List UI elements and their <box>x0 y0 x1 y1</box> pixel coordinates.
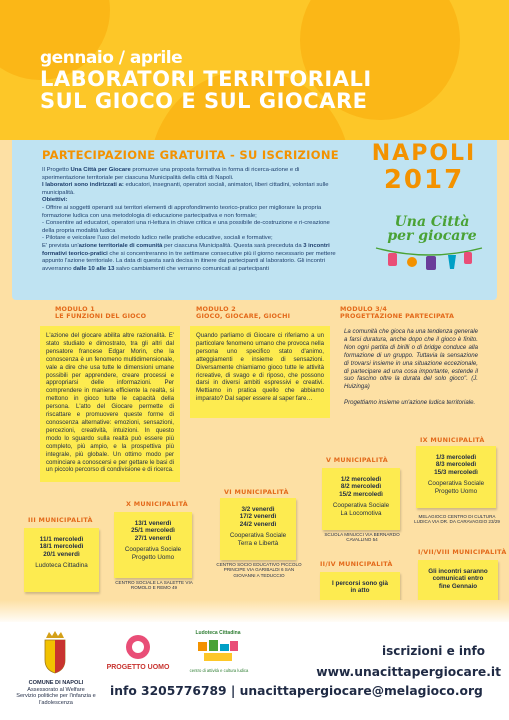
date-item: 8/2 mercoledì <box>340 483 382 491</box>
servizio: Servizio politiche per l'infanzia e l'adolescenza <box>16 693 96 706</box>
municipality-heading: III MUNICIPALITÀ <box>28 516 93 524</box>
period-label: gennaio / aprile <box>40 48 183 68</box>
title-block <box>40 48 480 112</box>
footer <box>0 622 509 720</box>
city-name: NAPOLI <box>371 141 477 166</box>
organization: Cooperativa Sociale Progetto Uomo <box>427 480 485 495</box>
module-2-heading <box>196 306 290 320</box>
info-paragraph <box>42 167 342 182</box>
text: Il Progetto <box>42 167 71 173</box>
partner-ludoteca-sub: centro di attività e cultura ludica <box>189 668 249 673</box>
module-number: MODULO 3/4 <box>340 305 388 313</box>
text: per ciascuna Municipalità. Questa sarà preceduta da <box>162 242 304 249</box>
venue: CENTRO SOCIALE LA SALETTE VIA ROMOLO E REMO 49 <box>115 580 193 591</box>
date-item: 11/1 mercoledì <box>39 536 84 543</box>
objective-item: - Offrire ai soggetti operanti sui territori elementi di approfondimento teorico-pratico per migliorare la propria formazione ludica con una metodologia di educazione partecipativa e non formale; <box>42 204 322 219</box>
municipality-heading: II/IV MUNICIPALITÀ <box>320 560 393 568</box>
municipality-heading: I/VII/VIII MUNICIPALITÀ <box>418 548 507 556</box>
municipality-heading: V MUNICIPALITÀ <box>326 456 389 464</box>
progetto-uomo-logo-icon <box>124 634 152 660</box>
municipality-note <box>220 498 296 560</box>
date-item: 13/1 venerdì <box>134 520 172 527</box>
date-item: 8/3 mercoledì <box>435 461 477 469</box>
clothesline-icon <box>374 244 484 278</box>
info-panel <box>12 140 497 300</box>
city-year-block <box>364 142 484 194</box>
info-paragraph <box>42 243 342 273</box>
organization: Cooperativa Sociale Progetto Uomo <box>124 546 182 561</box>
project-name: Una Città per Giocare <box>70 167 131 173</box>
comune-block <box>12 680 100 706</box>
municipality-heading: IX MUNICIPALITÀ <box>420 436 485 444</box>
venue: CENTRO SOCIO EDUCATIVO PICCOLO PRINCIPE VIA GARIBALDI 6 SAN GIOVANNI A TEDUCCIO <box>216 562 302 578</box>
date-item: 1/3 mercoledì <box>435 454 477 461</box>
text: E' prevista un' <box>42 242 79 249</box>
top-banner <box>0 0 509 140</box>
main-title-line-1: LABORATORI TERRITORIALI <box>40 67 372 91</box>
date-item: 3/2 venerdì <box>241 506 275 513</box>
organization: Cooperativa Sociale Terra e Libertà <box>229 532 287 547</box>
date-item: 27/1 venerdì <box>134 534 172 542</box>
contacts-title: iscrizioni e info <box>382 644 486 658</box>
text-bold: 3 incontri formativi teorico-pratici <box>42 242 330 257</box>
coat-of-arms-icon <box>42 630 68 674</box>
municipality-heading: VI MUNICIPALITÀ <box>224 488 289 496</box>
module-3-text: Progettiamo insieme un'azione ludica territoriale. <box>344 399 476 406</box>
assessorato: Assessorato al Welfare <box>27 686 85 693</box>
module-number: MODULO 2 <box>196 305 236 313</box>
website-link[interactable]: www.unacittapergiocare.it <box>316 665 501 679</box>
date-item: 20/1 venerdì <box>43 550 80 558</box>
municipality-note <box>322 468 400 530</box>
info-paragraph <box>42 182 342 197</box>
year: 2017 <box>383 165 465 195</box>
module-title: PROGETTAZIONE PARTECIPATA <box>340 312 455 321</box>
module-1-heading <box>55 306 146 320</box>
info-headline: PARTECIPAZIONE GRATUITA - SU ISCRIZIONE <box>42 148 339 162</box>
municipality-note <box>114 512 192 578</box>
text-bold: azione territoriale di comunità <box>78 242 163 249</box>
date-item: 25/1 mercoledì <box>131 527 175 535</box>
municipality-note <box>416 446 496 508</box>
objective-item: - Pilotare e veicolare l'uso del metodo ludico nelle pratiche educative, sociali e formative; <box>42 235 273 242</box>
objectives-label <box>42 197 342 205</box>
contact-line[interactable]: info 3205776789 | unacittapergiocare@melagioco.org <box>110 684 483 698</box>
module-3-quote: La comunità che gioca ha una tendenza generale a farsi duratura, anche dopo che il gioco è finito. Non ogni partita di birilli o di bridge conduce alla formazione di un gruppo. Tuttavia la sensazione di trovarsi insieme in una situazione eccezionale, di partecipare ad una cosa importante, estende il suo fascino oltre la durata del solo gioco". (J. Huizinga) <box>344 328 478 391</box>
date-item: 24/2 venerdì <box>239 520 277 528</box>
municipality-heading: X MUNICIPALITÀ <box>126 500 188 508</box>
date-item: 15/2 mercoledì <box>339 490 383 498</box>
municipality-note <box>24 528 99 592</box>
text: promuove una proposta formativa in forma di ricerca-azione e di sperimentazione territoriale per ciascuna Municipalità della città di Napoli. <box>42 167 300 181</box>
date-item: 18/1 mercoledì <box>39 543 84 551</box>
module-2-text: Quando parliamo di Giocare ci riferiamo a un particolare fenomeno umano che provoca nella persona uno specifico stato d'animo, atteggiamenti e insieme di sensazioni. Diversamente chiamiamo gioco tutte le attività ricreative, di svago e di riposo, che possono darsi in diversi ambiti espressivi e creativi. Mettiamo in pratica quello che abbiamo imparato? Dal saper essere al saper fare… <box>190 326 330 418</box>
text-bold: dalle 10 alle 13 <box>73 265 115 272</box>
organization: Ludoteca Cittadina <box>35 562 88 570</box>
partner-progetto-uomo: PROGETTO UOMO <box>106 664 170 671</box>
organization: Cooperativa Sociale La Locomotiva <box>332 502 390 517</box>
module-title: GIOCO, GIOCARE, GIOCHI <box>196 312 291 321</box>
objectives-heading: Obiettivi: <box>42 197 68 204</box>
main-title-line-2: SUL GIOCO E SUL GIOCARE <box>40 89 368 113</box>
ludoteca-logo-icon <box>196 638 240 666</box>
text: salvo cambiamenti che verranno comunicati ai partecipanti <box>114 265 269 272</box>
footer-shade <box>0 600 509 624</box>
text: che si concentreranno in tre settimane consecutive più il giorno necessario per mettere appunto l'azione territoriale. La data di questa sarà decisa in itinere dai partecipanti al laboratorio. Gli incontri avverranno <box>42 250 336 272</box>
venue: SCUOLA MINUCCI VIA BERNARDO CAVALLINO 54 <box>324 532 400 543</box>
info-body <box>42 167 342 273</box>
module-1-text: L'azione del giocare abilita altre razionalità. E' stato studiato e dimostrato, tra gli altri dal pensatore francese Edgar Morin, che la conoscenza è un fenomeno multidimensionale, vale a dire che usa tutte le dimensioni umane possibili per apprendere, creare processi e appropriarsi delle informazioni. Per comprendere in maniera efficiente la realtà, si mettono in gioco tutte le capacità della persona. L'atto del Giocare permette di riscattare e promuovere queste forme di conoscenza alternative: emozioni, sensazioni, percezioni, creatività, intuizioni. In questo modo lo sguardo sulla realtà può essere più completo, più ampio, e la prospettiva più integrale, più globale. Un ottimo modo per cominciare a conoscersi e per gettare le basi di un piccolo percorso di condivisione e di ricerca. <box>40 326 180 482</box>
module-number: MODULO 1 <box>55 305 95 313</box>
partner-ludoteca-title: Ludoteca Cittadina <box>195 630 241 636</box>
objective-item: - Consentire ad educatori, operatori una ri-lettura in chiave critica e una possibile de-costruzione e ri-creazione della propria modalità ludica <box>42 220 330 234</box>
logo-line-2: per giocare <box>387 228 477 244</box>
comune-name: COMUNE DI NAPOLI <box>28 680 84 686</box>
date-item: 1/2 mercoledì <box>340 476 382 483</box>
status-note: Gli incontri saranno comunicati entro fine Gennaio <box>428 568 488 590</box>
audience-label: I laboratori sono indirizzati a: <box>42 182 124 189</box>
module-3-heading <box>340 306 454 320</box>
project-logo <box>372 215 492 243</box>
venue: MELAGIOCO CENTRO DI CULTURA LUDICA VIA DR. DA CARAVAGGIO 23/29 <box>414 514 500 525</box>
date-item: 17/2 venerdì <box>239 513 277 521</box>
text: educatori, insegnanti, operatori sociali, animatori, liberi cittadini, volontari sulle municipalità. <box>42 182 329 196</box>
module-title: LE FUNZIONI DEL GIOCO <box>55 312 147 321</box>
status-note: I percorsi sono già in atto <box>332 580 388 595</box>
date-item: 15/3 mercoledì <box>434 468 478 476</box>
logo-line-1: Una Città <box>394 214 470 230</box>
